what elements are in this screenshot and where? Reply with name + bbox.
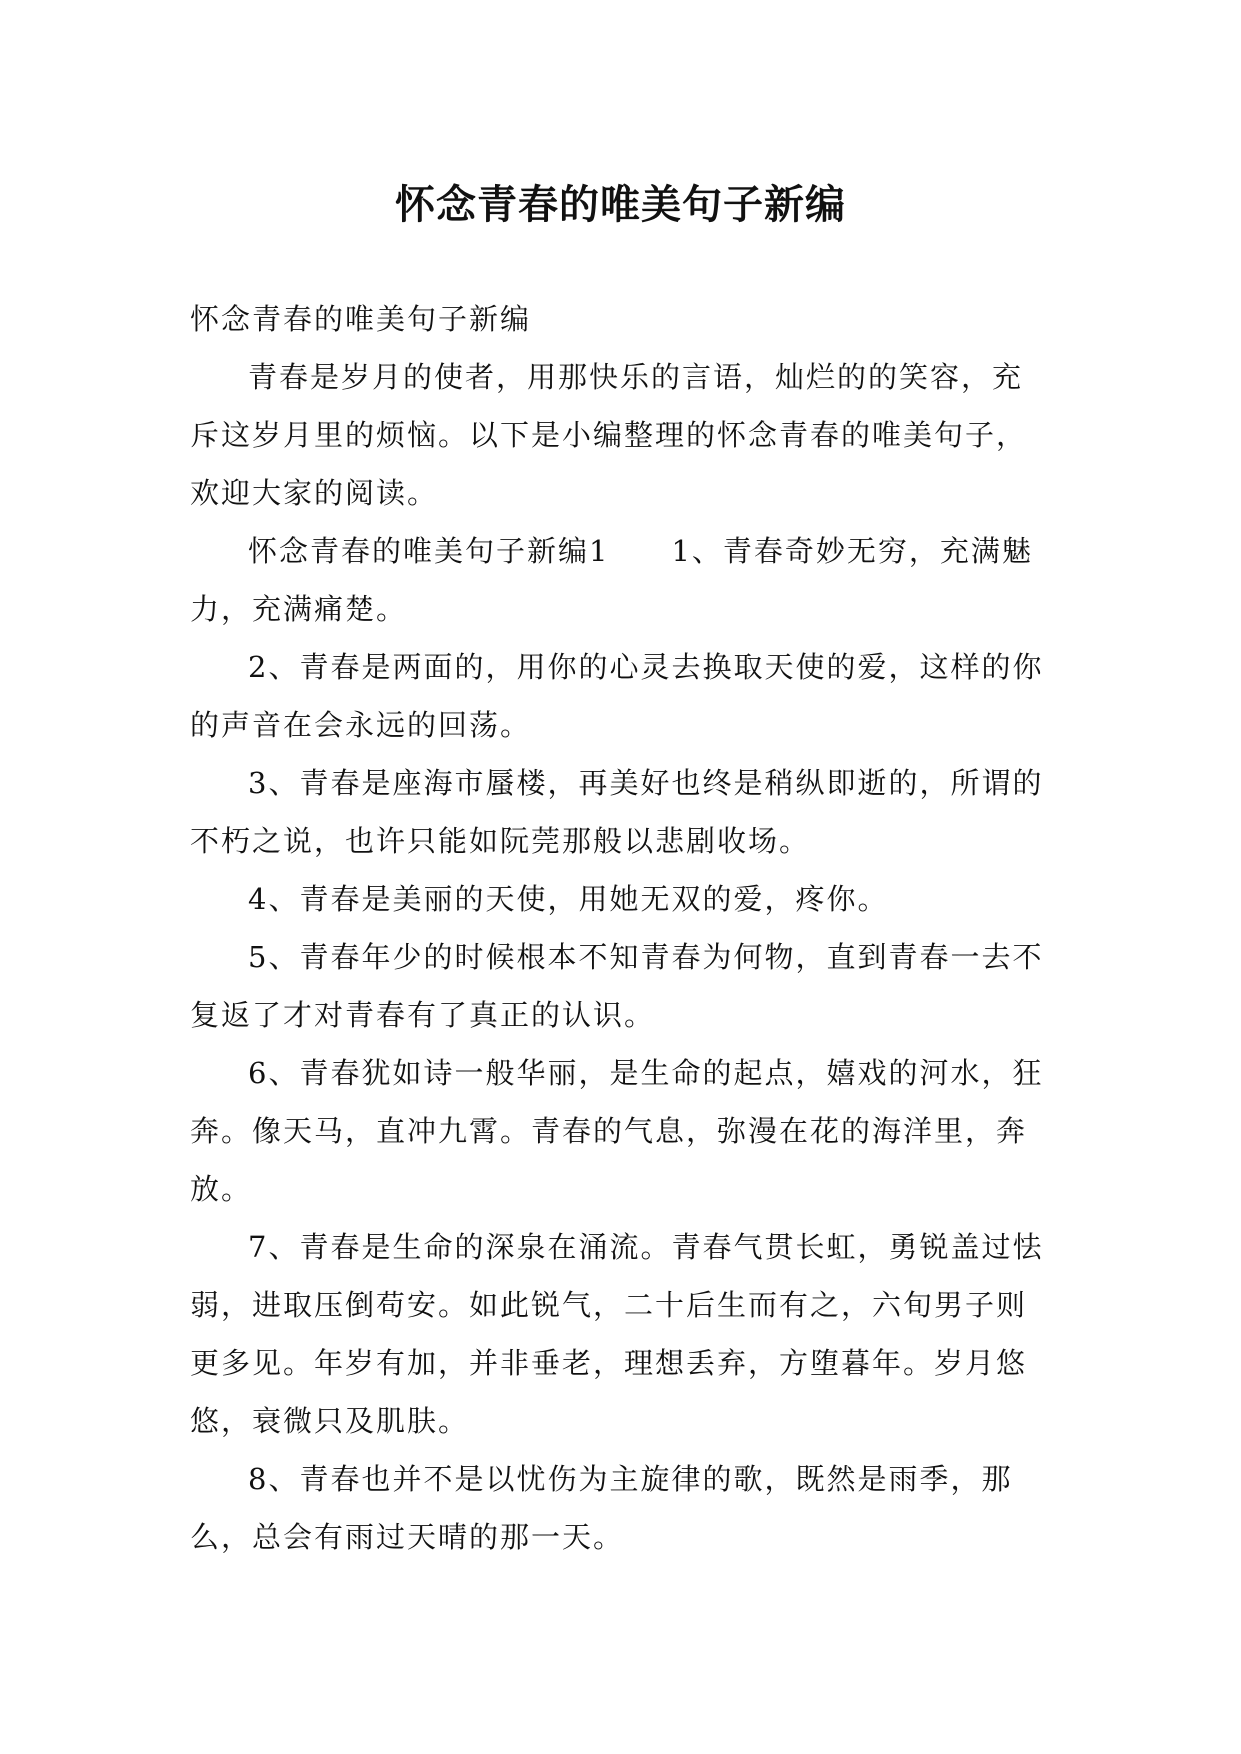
paragraph-item-8: 8、青春也并不是以忧伤为主旋律的歌，既然是雨季，那么，总会有雨过天晴的那一天。 bbox=[190, 1462, 1013, 1554]
paragraph-item-2: 2、青春是两面的，用你的心灵去换取天使的爱，这样的你的声音在会永远的回荡。 bbox=[190, 650, 1044, 742]
paragraph-item-4: 4、青春是美丽的天使，用她无双的爱，疼你。 bbox=[248, 882, 889, 916]
paragraph-item-6: 6、青春犹如诗一般华丽，是生命的起点，嬉戏的河水，狂奔。像天马，直冲九霄。青春的气息，弥漫在花的海洋里，奔放。 bbox=[190, 1056, 1044, 1206]
paragraph-item-5: 5、青春年少的时候根本不知青春为何物，直到青春一去不复返了才对青春有了真正的认识。 bbox=[190, 940, 1044, 1032]
document-body bbox=[190, 290, 1050, 1566]
paragraph-item-3: 3、青春是座海市蜃楼，再美好也终是稍纵即逝的，所谓的不朽之说，也许只能如阮莞那般以悲剧收场。 bbox=[190, 766, 1044, 858]
paragraph-item-7: 7、青春是生命的深泉在涌流。青春气贯长虹，勇锐盖过怯弱，进取压倒苟安。如此锐气，二十后生而有之，六旬男子则更多见。年岁有加，并非垂老，理想丢弃，方堕暮年。岁月悠悠，衰微只及肌肤。 bbox=[190, 1230, 1044, 1438]
paragraph-intro: 青春是岁月的使者，用那快乐的言语，灿烂的的笑容，充斥这岁月里的烦恼。以下是小编整理的怀念青春的唯美句子，欢迎大家的阅读。 bbox=[190, 360, 1028, 510]
paragraph-item-1: 怀念青春的唯美句子新编1 1、青春奇妙无穷，充满魅力，充满痛楚。 bbox=[190, 534, 1033, 626]
document-subtitle: 怀念青春的唯美句子新编 bbox=[190, 302, 532, 336]
document-title: 怀念青春的唯美句子新编 bbox=[395, 181, 846, 228]
